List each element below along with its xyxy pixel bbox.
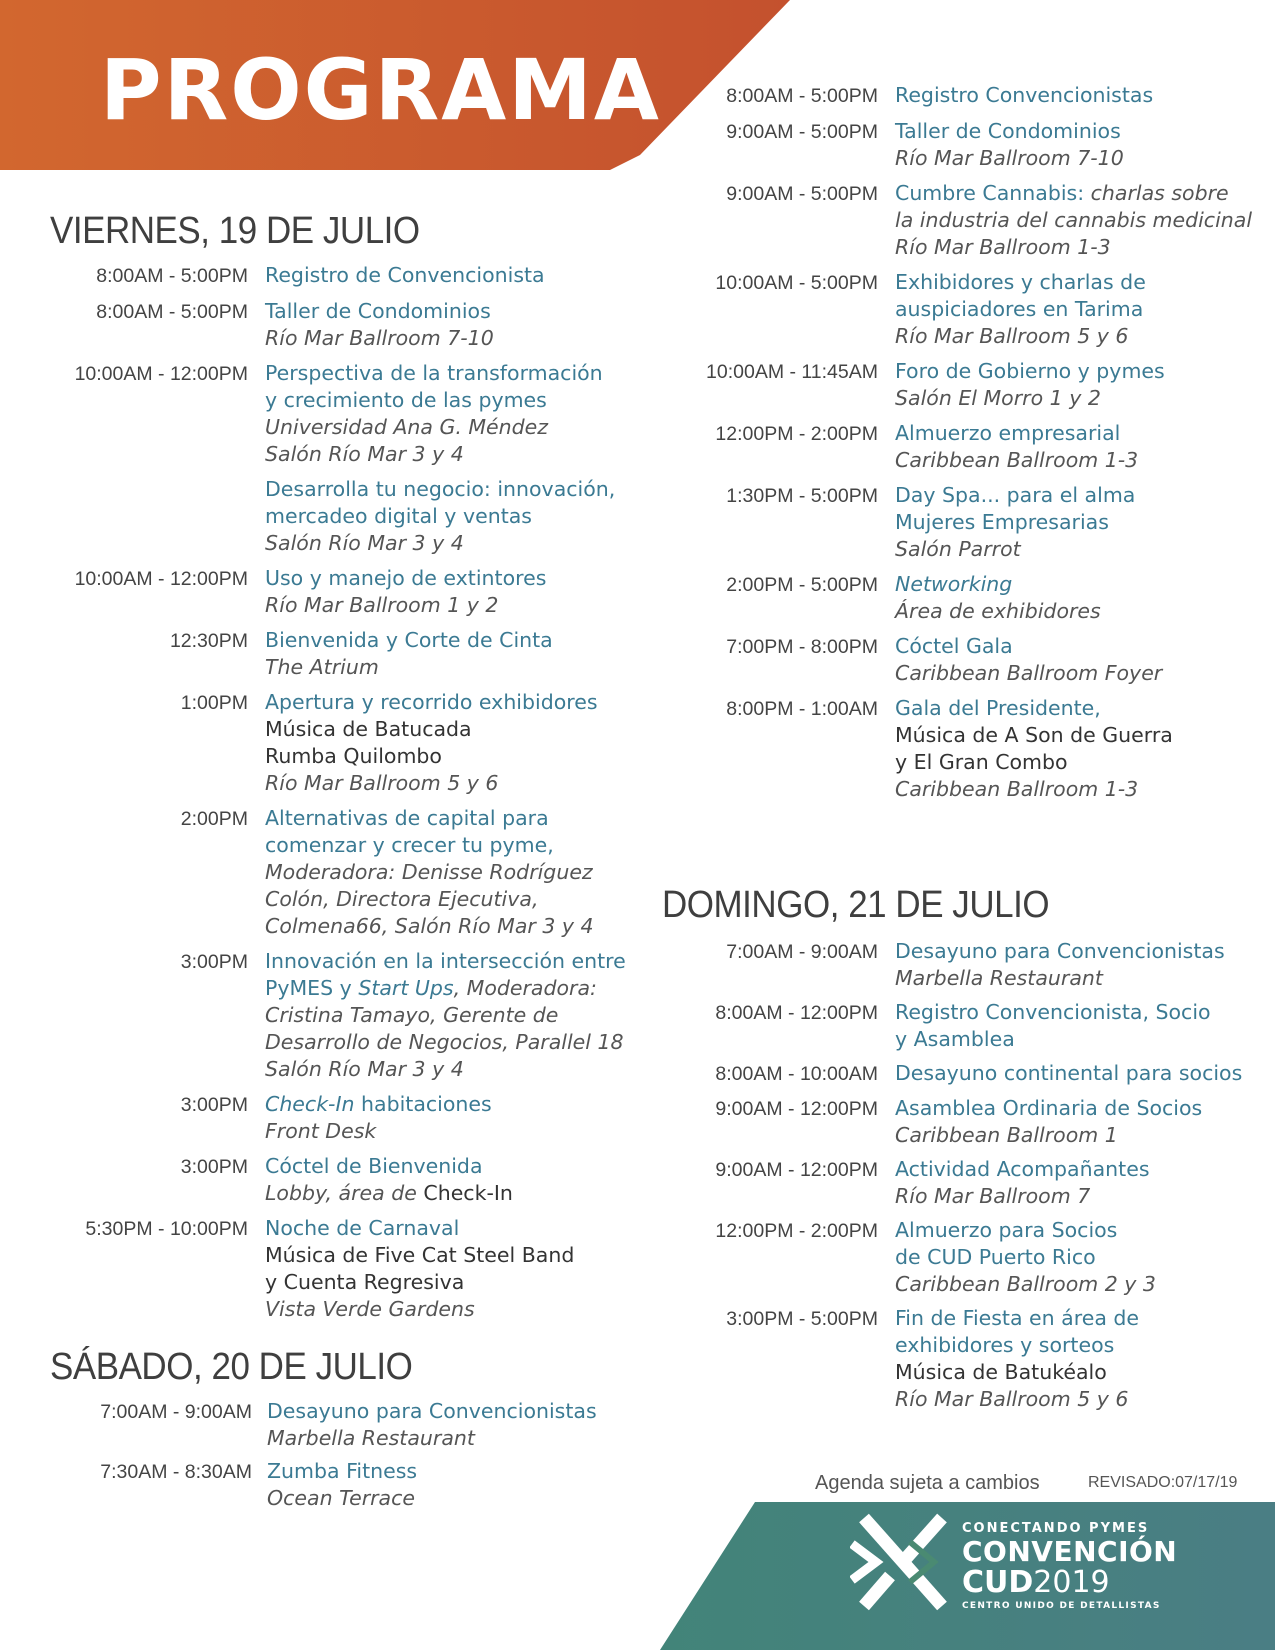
schedule-entry	[55, 360, 626, 468]
entry-line	[265, 360, 603, 387]
entry-time: 8:00AM - 5:00PM	[96, 301, 248, 323]
entry-line	[895, 145, 1124, 172]
line-segment: Universidad Ana G. Méndez	[265, 415, 549, 439]
entry-time: 10:00AM - 5:00PM	[715, 272, 878, 294]
entry-time: 2:00PM	[180, 808, 248, 830]
line-segment: charlas sobre	[1084, 181, 1229, 205]
entry-line	[265, 1091, 492, 1118]
line-segment: Río Mar Ballroom 7-10	[895, 146, 1124, 170]
entry-line	[265, 1242, 574, 1269]
entry-line	[265, 770, 598, 797]
entry-line	[265, 530, 615, 557]
entry-details	[267, 1458, 417, 1512]
entry-line	[895, 1217, 1156, 1244]
entry-line	[895, 1026, 1211, 1053]
entry-details	[265, 476, 615, 557]
entry-details	[895, 1305, 1139, 1413]
entry-time: 10:00AM - 12:00PM	[74, 568, 248, 590]
entry-time: 3:00PM	[180, 1156, 248, 1178]
schedule-friday	[55, 262, 626, 1323]
schedule-entry	[660, 633, 1252, 687]
entry-line	[265, 1153, 513, 1180]
schedule-entry	[55, 948, 626, 1083]
line-segment: Salón Río Mar 3 y 4	[265, 442, 464, 466]
line-segment: de CUD Puerto Rico	[895, 1245, 1096, 1269]
entry-time: 7:00AM - 9:00AM	[100, 1401, 252, 1423]
line-segment: Caribbean Ballroom 1-3	[895, 448, 1139, 472]
schedule-entry	[660, 82, 1252, 110]
entry-line	[895, 82, 1153, 109]
entry-details	[265, 360, 603, 468]
entry-line	[895, 938, 1225, 965]
entry-line	[265, 1056, 626, 1083]
line-segment: y crecimiento de las pymes	[265, 388, 547, 412]
entry-details	[265, 805, 594, 940]
entry-line	[265, 627, 553, 654]
entry-details	[895, 571, 1101, 625]
entry-line	[265, 476, 615, 503]
entry-time: 8:00AM - 10:00AM	[715, 1063, 878, 1085]
line-segment: Alternativas de capital para	[265, 806, 549, 830]
line-segment: auspiciadores en Tarima	[895, 297, 1144, 321]
schedule-entry	[55, 1215, 626, 1323]
line-segment: Almuerzo para Socios	[895, 1218, 1118, 1242]
line-segment: Música de Batukéalo	[895, 1360, 1107, 1384]
entry-line	[265, 689, 598, 716]
entry-line	[265, 414, 603, 441]
entry-time: 1:30PM - 5:00PM	[726, 485, 878, 507]
entry-time: 7:00PM - 8:00PM	[726, 636, 878, 658]
line-segment: Front Desk	[265, 1119, 377, 1143]
entry-line	[265, 805, 594, 832]
disclaimer-note: Agenda sujeta a cambios	[815, 1472, 1040, 1494]
line-segment: Desayuno para Convencionistas	[895, 939, 1225, 963]
entry-line	[895, 1271, 1156, 1298]
schedule-entry	[55, 1398, 597, 1452]
line-segment: habitaciones	[354, 1092, 492, 1116]
entry-details	[265, 565, 546, 619]
entry-time: 7:30AM - 8:30AM	[100, 1461, 252, 1483]
entry-line	[265, 1269, 574, 1296]
entry-line	[265, 832, 594, 859]
entry-line	[895, 1156, 1150, 1183]
entry-line	[895, 385, 1165, 412]
entry-details	[895, 269, 1146, 350]
entry-line	[265, 503, 615, 530]
line-segment: Fin de Fiesta en área de	[895, 1306, 1140, 1330]
line-segment: Música de Batucada	[265, 717, 472, 741]
line-segment: Innovación en la intersección entre	[265, 949, 626, 973]
schedule-entry	[55, 689, 626, 797]
entry-line	[265, 1296, 574, 1323]
entry-line	[265, 592, 546, 619]
entry-line	[895, 420, 1138, 447]
entry-details	[895, 118, 1124, 172]
line-segment: Desayuno para Convencionistas	[267, 1399, 597, 1423]
entry-time: 1:00PM	[180, 692, 248, 714]
line-segment: Cumbre Cannabis:	[895, 181, 1085, 205]
entry-details	[895, 420, 1138, 474]
day-heading-saturday: SÁBADO, 20 DE JULIO	[50, 1346, 413, 1388]
line-segment: Registro Convencionista, Socio	[895, 1000, 1211, 1024]
entry-details	[895, 82, 1153, 109]
schedule-sunday	[660, 938, 1242, 1413]
line-segment: Río Mar Ballroom 7	[895, 1184, 1091, 1208]
schedule-entry	[660, 1217, 1242, 1298]
entry-time: 12:00PM - 2:00PM	[715, 1220, 878, 1242]
entry-line	[265, 716, 598, 743]
line-segment: Gala del Presidente,	[895, 696, 1101, 720]
line-segment: Noche de Carnaval	[265, 1216, 460, 1240]
entry-line	[895, 234, 1252, 261]
entry-time: 10:00AM - 12:00PM	[74, 363, 248, 385]
line-segment: Registro de Convencionista	[265, 263, 545, 287]
schedule-entry	[55, 627, 626, 681]
entry-line	[895, 571, 1101, 598]
convention-logo-text	[962, 1521, 1177, 1613]
line-segment: Foro de Gobierno y pymes	[895, 359, 1165, 383]
line-segment: Lobby, área de	[265, 1181, 424, 1205]
entry-details	[895, 1217, 1156, 1298]
entry-time: 3:00PM - 5:00PM	[726, 1308, 878, 1330]
entry-time: 12:00PM - 2:00PM	[715, 423, 878, 445]
entry-line	[265, 654, 553, 681]
schedule-entry	[55, 262, 626, 290]
entry-line	[265, 1002, 626, 1029]
line-segment: Caribbean Ballroom 1	[895, 1123, 1118, 1147]
entry-details	[265, 1153, 513, 1207]
entry-line	[265, 859, 594, 886]
entry-line	[267, 1425, 597, 1452]
entry-line	[895, 1305, 1139, 1332]
entry-line	[265, 886, 594, 913]
entry-details	[895, 938, 1225, 992]
entry-line	[265, 948, 626, 975]
line-segment: Vista Verde Gardens	[265, 1297, 475, 1321]
line-segment: Desayuno continental para socios	[895, 1061, 1243, 1085]
schedule-entry	[660, 1095, 1242, 1149]
schedule-entry	[660, 999, 1242, 1053]
schedule-saturday-part1	[55, 1398, 597, 1512]
line-segment: Salón El Morro 1 y 2	[895, 386, 1101, 410]
line-segment: Colmena66, Salón Río Mar 3 y 4	[265, 914, 594, 938]
line-segment: Río Mar Ballroom 5 y 6	[265, 771, 499, 795]
entry-line	[895, 296, 1146, 323]
entry-details	[267, 1398, 597, 1452]
cud-x-logo-icon	[850, 1512, 955, 1612]
schedule-entry	[660, 1156, 1242, 1210]
logo-org-name: CENTRO UNIDO DE DETALLISTAS	[962, 1601, 1161, 1611]
line-segment: Start Ups	[358, 976, 454, 1000]
entry-line	[895, 1095, 1202, 1122]
day-heading-sunday: DOMINGO, 21 DE JULIO	[662, 884, 1050, 926]
entry-line	[265, 441, 603, 468]
line-segment: Taller de Condominios	[265, 299, 491, 323]
line-segment: Day Spa... para el alma	[895, 483, 1136, 507]
entry-line	[267, 1485, 417, 1512]
logo-cud-year: CUD2019	[962, 1565, 1110, 1600]
entry-time: 7:00AM - 9:00AM	[726, 941, 878, 963]
entry-details	[265, 1091, 492, 1145]
schedule-entry	[660, 482, 1252, 563]
line-segment: exhibidores y sorteos	[895, 1333, 1115, 1357]
schedule-entry	[55, 1458, 597, 1512]
line-segment: Río Mar Ballroom 1 y 2	[265, 593, 499, 617]
line-segment: Bienvenida y Corte de Cinta	[265, 628, 553, 652]
entry-line	[267, 1458, 417, 1485]
entry-line	[265, 565, 546, 592]
line-segment: Perspectiva de la transformación	[265, 361, 603, 385]
line-segment: mercadeo digital y ventas	[265, 504, 532, 528]
schedule-entry	[55, 805, 626, 940]
entry-line	[895, 482, 1135, 509]
line-segment: Música de Five Cat Steel Band	[265, 1243, 575, 1267]
schedule-entry	[55, 298, 626, 352]
line-segment: Salón Parrot	[895, 537, 1021, 561]
line-segment: Cóctel de Bienvenida	[265, 1154, 483, 1178]
schedule-entry	[660, 695, 1252, 803]
entry-line	[265, 1180, 513, 1207]
entry-time: 3:00PM	[180, 1094, 248, 1116]
logo-convencion: CONVENCIÓN	[962, 1535, 1178, 1568]
entry-line	[895, 1244, 1156, 1271]
line-segment: Check-In	[423, 1181, 513, 1205]
line-segment: Desarrollo de Negocios, Parallel 18	[265, 1030, 624, 1054]
schedule-entry	[660, 1305, 1242, 1413]
entry-line	[265, 387, 603, 414]
line-segment: Marbella Restaurant	[267, 1426, 475, 1450]
line-segment: The Atrium	[265, 655, 379, 679]
entry-time: 8:00AM - 5:00PM	[96, 265, 248, 287]
entry-line	[265, 1215, 574, 1242]
entry-line	[895, 180, 1252, 207]
entry-time: 8:00AM - 12:00PM	[715, 1002, 878, 1024]
entry-details	[895, 633, 1162, 687]
entry-line	[895, 536, 1135, 563]
line-segment: PyMES y	[265, 976, 359, 1000]
line-segment: Taller de Condominios	[895, 119, 1121, 143]
schedule-entry	[55, 476, 626, 557]
line-segment: Cóctel Gala	[895, 634, 1013, 658]
entry-line	[895, 207, 1252, 234]
line-segment: Check-In	[265, 1092, 355, 1116]
entry-time	[55, 476, 248, 477]
line-segment: Desarrolla tu negocio: innovación,	[265, 477, 616, 501]
line-segment: Caribbean Ballroom 2 y 3	[895, 1272, 1156, 1296]
line-segment: Almuerzo empresarial	[895, 421, 1121, 445]
schedule-entry	[55, 565, 626, 619]
entry-line	[265, 298, 494, 325]
entry-line	[895, 660, 1162, 687]
page-title: PROGRAMA	[100, 41, 661, 139]
entry-details	[265, 689, 598, 797]
line-segment: Mujeres Empresarias	[895, 510, 1109, 534]
revision-date: REVISADO:07/17/19	[1088, 1474, 1238, 1491]
line-segment: Área de exhibidores	[895, 599, 1101, 623]
line-segment: , Moderadora:	[453, 976, 597, 1000]
line-segment: Cristina Tamayo, Gerente de	[265, 1003, 559, 1027]
entry-line	[265, 975, 626, 1002]
entry-time: 12:30PM	[169, 630, 248, 652]
entry-time: 3:00PM	[180, 951, 248, 973]
line-segment: Marbella Restaurant	[895, 966, 1103, 990]
line-segment: Moderadora: Denisse Rodríguez	[265, 860, 593, 884]
entry-line	[895, 1332, 1139, 1359]
entry-details	[265, 627, 553, 681]
entry-line	[895, 695, 1173, 722]
schedule-entry	[660, 938, 1242, 992]
entry-time: 9:00AM - 12:00PM	[715, 1159, 878, 1181]
entry-time: 8:00AM - 5:00PM	[726, 85, 878, 107]
entry-line	[265, 913, 594, 940]
entry-line	[895, 447, 1138, 474]
schedule-entry	[660, 269, 1252, 350]
line-segment: Rumba Quilombo	[265, 744, 442, 768]
entry-time: 8:00PM - 1:00AM	[726, 698, 878, 720]
entry-details	[895, 1060, 1242, 1087]
entry-details	[895, 180, 1252, 261]
entry-line	[895, 1183, 1150, 1210]
entry-line	[895, 269, 1146, 296]
entry-time: 10:00AM - 11:45AM	[706, 361, 878, 383]
entry-details	[895, 695, 1173, 803]
line-segment: Río Mar Ballroom 5 y 6	[895, 1387, 1129, 1411]
entry-line	[895, 598, 1101, 625]
entry-line	[265, 1029, 626, 1056]
logo-tagline: CONECTANDO PYMES	[962, 1521, 1150, 1536]
line-segment: Zumba Fitness	[267, 1459, 418, 1483]
line-segment: Río Mar Ballroom 5 y 6	[895, 324, 1129, 348]
entry-line	[895, 1122, 1202, 1149]
schedule-saturday-part2	[660, 82, 1252, 803]
entry-details	[895, 1095, 1202, 1149]
line-segment: Caribbean Ballroom 1-3	[895, 777, 1139, 801]
line-segment: Salón Río Mar 3 y 4	[265, 531, 464, 555]
schedule-entry	[660, 1060, 1242, 1088]
entry-line	[895, 118, 1124, 145]
entry-line	[265, 325, 494, 352]
entry-details	[895, 482, 1135, 563]
schedule-entry	[55, 1091, 626, 1145]
entry-line	[895, 1060, 1242, 1087]
entry-details	[895, 358, 1165, 412]
line-segment: Registro Convencionistas	[895, 83, 1154, 107]
entry-line	[895, 358, 1165, 385]
schedule-entry	[660, 180, 1252, 261]
entry-line	[895, 999, 1211, 1026]
line-segment: Networking	[895, 572, 1013, 596]
entry-time: 9:00AM - 12:00PM	[715, 1098, 878, 1120]
line-segment: Colón, Directora Ejecutiva,	[265, 887, 539, 911]
line-segment: Apertura y recorrido exhibidores	[265, 690, 598, 714]
entry-line	[267, 1398, 597, 1425]
entry-line	[895, 1386, 1139, 1413]
line-segment: comenzar y crecer tu pyme,	[265, 833, 554, 857]
line-segment: Música de A Son de Guerra	[895, 723, 1173, 747]
entry-time: 2:00PM - 5:00PM	[726, 574, 878, 596]
entry-line	[895, 633, 1162, 660]
entry-line	[895, 722, 1173, 749]
line-segment: Asamblea Ordinaria de Socios	[895, 1096, 1203, 1120]
entry-line	[265, 262, 545, 289]
schedule-entry	[55, 1153, 626, 1207]
entry-line	[895, 323, 1146, 350]
entry-line	[895, 965, 1225, 992]
entry-time: 9:00AM - 5:00PM	[726, 183, 878, 205]
line-segment: Exhibidores y charlas de	[895, 270, 1146, 294]
day-heading-friday: VIERNES, 19 DE JULIO	[50, 210, 420, 252]
entry-details	[895, 999, 1211, 1053]
line-segment: Uso y manejo de extintores	[265, 566, 547, 590]
schedule-entry	[660, 420, 1252, 474]
entry-line	[895, 509, 1135, 536]
entry-line	[265, 1118, 492, 1145]
line-segment: y Cuenta Regresiva	[265, 1270, 465, 1294]
entry-details	[895, 1156, 1150, 1210]
line-segment: Río Mar Ballroom 7-10	[265, 326, 494, 350]
line-segment: Río Mar Ballroom 1-3	[895, 235, 1111, 259]
line-segment: Ocean Terrace	[267, 1486, 415, 1510]
entry-line	[895, 749, 1173, 776]
entry-time: 9:00AM - 5:00PM	[726, 121, 878, 143]
entry-line	[895, 776, 1173, 803]
schedule-entry	[660, 571, 1252, 625]
entry-line	[265, 743, 598, 770]
line-segment: y Asamblea	[895, 1027, 1015, 1051]
entry-details	[265, 948, 626, 1083]
line-segment: la industria del cannabis medicinal	[895, 208, 1253, 232]
entry-time: 5:30PM - 10:00PM	[85, 1218, 248, 1240]
line-segment: Salón Río Mar 3 y 4	[265, 1057, 464, 1081]
entry-details	[265, 1215, 574, 1323]
line-segment: y El Gran Combo	[895, 750, 1068, 774]
line-segment: Caribbean Ballroom Foyer	[895, 661, 1163, 685]
schedule-entry	[660, 118, 1252, 172]
schedule-entry	[660, 358, 1252, 412]
entry-details	[265, 298, 494, 352]
entry-line	[895, 1359, 1139, 1386]
line-segment: Actividad Acompañantes	[895, 1157, 1150, 1181]
entry-details	[265, 262, 545, 289]
